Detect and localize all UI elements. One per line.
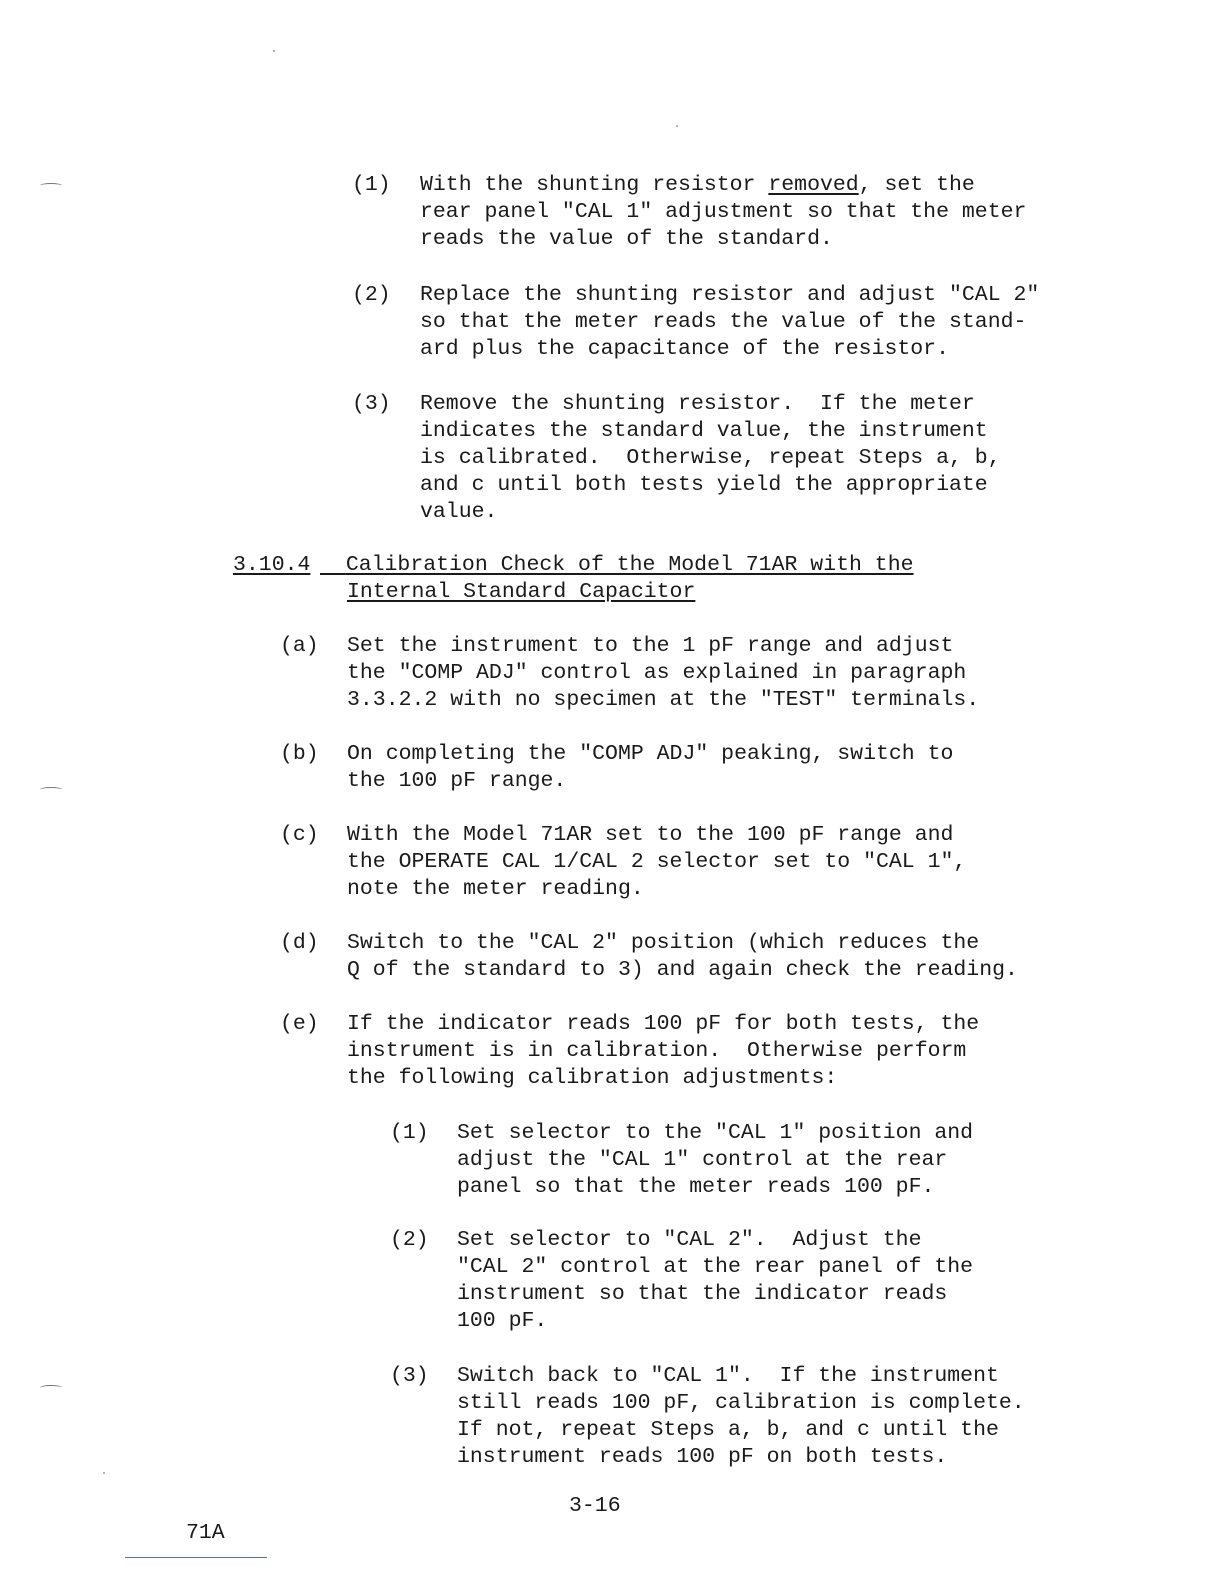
subitem-text <box>457 1227 973 1335</box>
step-text <box>347 930 1018 984</box>
text-line: adjust the "CAL 1" control at the rear <box>457 1148 948 1172</box>
text-line: note the meter reading. <box>347 877 644 901</box>
text-line: With the Model 71AR set to the 100 pF range and <box>347 823 954 847</box>
margin-mark <box>40 183 62 188</box>
subitem-number: (1) <box>352 173 391 197</box>
step-text <box>347 741 953 795</box>
text-line: instrument reads 100 pF on both tests. <box>457 1445 948 1469</box>
underlined-word: removed <box>768 173 859 197</box>
subitem-number: (2) <box>390 1228 429 1252</box>
text-line: the 100 pF range. <box>347 769 567 793</box>
text-line: instrument so that the indicator reads <box>457 1282 948 1306</box>
page-number: 3-16 <box>569 1494 621 1518</box>
step-letter: (c) <box>280 823 319 847</box>
text-line: value. <box>420 500 498 524</box>
step-letter: (e) <box>280 1012 319 1036</box>
subitem-text <box>420 391 1001 526</box>
step-letter: (a) <box>280 634 319 658</box>
text-line: still reads 100 pF, calibration is complete. <box>457 1391 1025 1415</box>
margin-mark <box>40 1385 62 1390</box>
text-line: Q of the standard to 3) and again check the reading. <box>347 958 1018 982</box>
footer-rule <box>125 1557 267 1558</box>
text-line: rear panel "CAL 1" adjustment so that the meter <box>420 200 1027 224</box>
text-line: the following calibration adjustments: <box>347 1066 838 1090</box>
speck <box>103 1472 105 1474</box>
subitem-number: (3) <box>352 392 391 416</box>
section-title-line: Calibration Check of the Model 71AR with the <box>345 553 914 577</box>
text-line: and c until both tests yield the appropriate <box>420 473 988 497</box>
subitem-number: (2) <box>352 283 391 307</box>
text-line: If not, repeat Steps a, b, and c until the <box>457 1418 999 1442</box>
text-line: the OPERATE CAL 1/CAL 2 selector set to "CAL 1", <box>347 850 967 874</box>
speck <box>273 50 275 52</box>
text-line: is calibrated. Otherwise, repeat Steps a, b, <box>420 446 1001 470</box>
subitem-text <box>457 1120 973 1201</box>
section-number: 3.10.4 <box>233 553 311 577</box>
subitem-text <box>457 1363 1025 1471</box>
text-line: so that the meter reads the value of the stand- <box>420 310 1027 334</box>
text-line: the "COMP ADJ" control as explained in paragraph <box>347 661 967 685</box>
step-text <box>347 633 979 714</box>
subitem-text <box>420 172 1026 253</box>
step-text <box>347 822 966 903</box>
text-line: Set selector to the "CAL 1" position and <box>457 1121 974 1145</box>
text-line: instrument is in calibration. Otherwise perform <box>347 1039 967 1063</box>
text-line: Replace the shunting resistor and adjust "CAL 2" <box>420 283 1040 307</box>
text-line: 3.3.2.2 with no specimen at the "TEST" terminals. <box>347 688 980 712</box>
text-line: Remove the shunting resistor. If the meter <box>420 392 975 416</box>
text-line: Set the instrument to the 1 pF range and adjust <box>347 634 954 658</box>
section-title-cont <box>347 579 695 606</box>
text-line: Set selector to "CAL 2". Adjust the <box>457 1228 922 1252</box>
text-line: On completing the "COMP ADJ" peaking, switch to <box>347 742 954 766</box>
text-line: Switch to the "CAL 2" position (which reduces the <box>347 931 980 955</box>
text-line: "CAL 2" control at the rear panel of the <box>457 1255 974 1279</box>
margin-mark <box>40 787 62 792</box>
step-letter: (d) <box>280 931 319 955</box>
text-line: reads the value of the standard. <box>420 227 833 251</box>
step-text <box>347 1011 979 1092</box>
section-title <box>320 552 914 579</box>
subitem-number: (1) <box>390 1121 429 1145</box>
subitem-number: (3) <box>390 1364 429 1388</box>
model-footer: 71A <box>186 1521 225 1545</box>
text-line: ard plus the capacitance of the resistor. <box>420 337 949 361</box>
text-line: panel so that the meter reads 100 pF. <box>457 1175 935 1199</box>
text-line: If the indicator reads 100 pF for both tests, the <box>347 1012 980 1036</box>
speck <box>676 125 678 127</box>
step-letter: (b) <box>280 742 319 766</box>
text-line: indicates the standard value, the instrument <box>420 419 988 443</box>
text-line: Switch back to "CAL 1". If the instrument <box>457 1364 999 1388</box>
subitem-text <box>420 282 1039 363</box>
text-line: With the shunting resistor <box>420 173 769 197</box>
section-title-line: Internal Standard Capacitor <box>347 580 696 604</box>
text-line: 100 pF. <box>457 1309 548 1333</box>
text-line: , set the <box>858 173 975 197</box>
